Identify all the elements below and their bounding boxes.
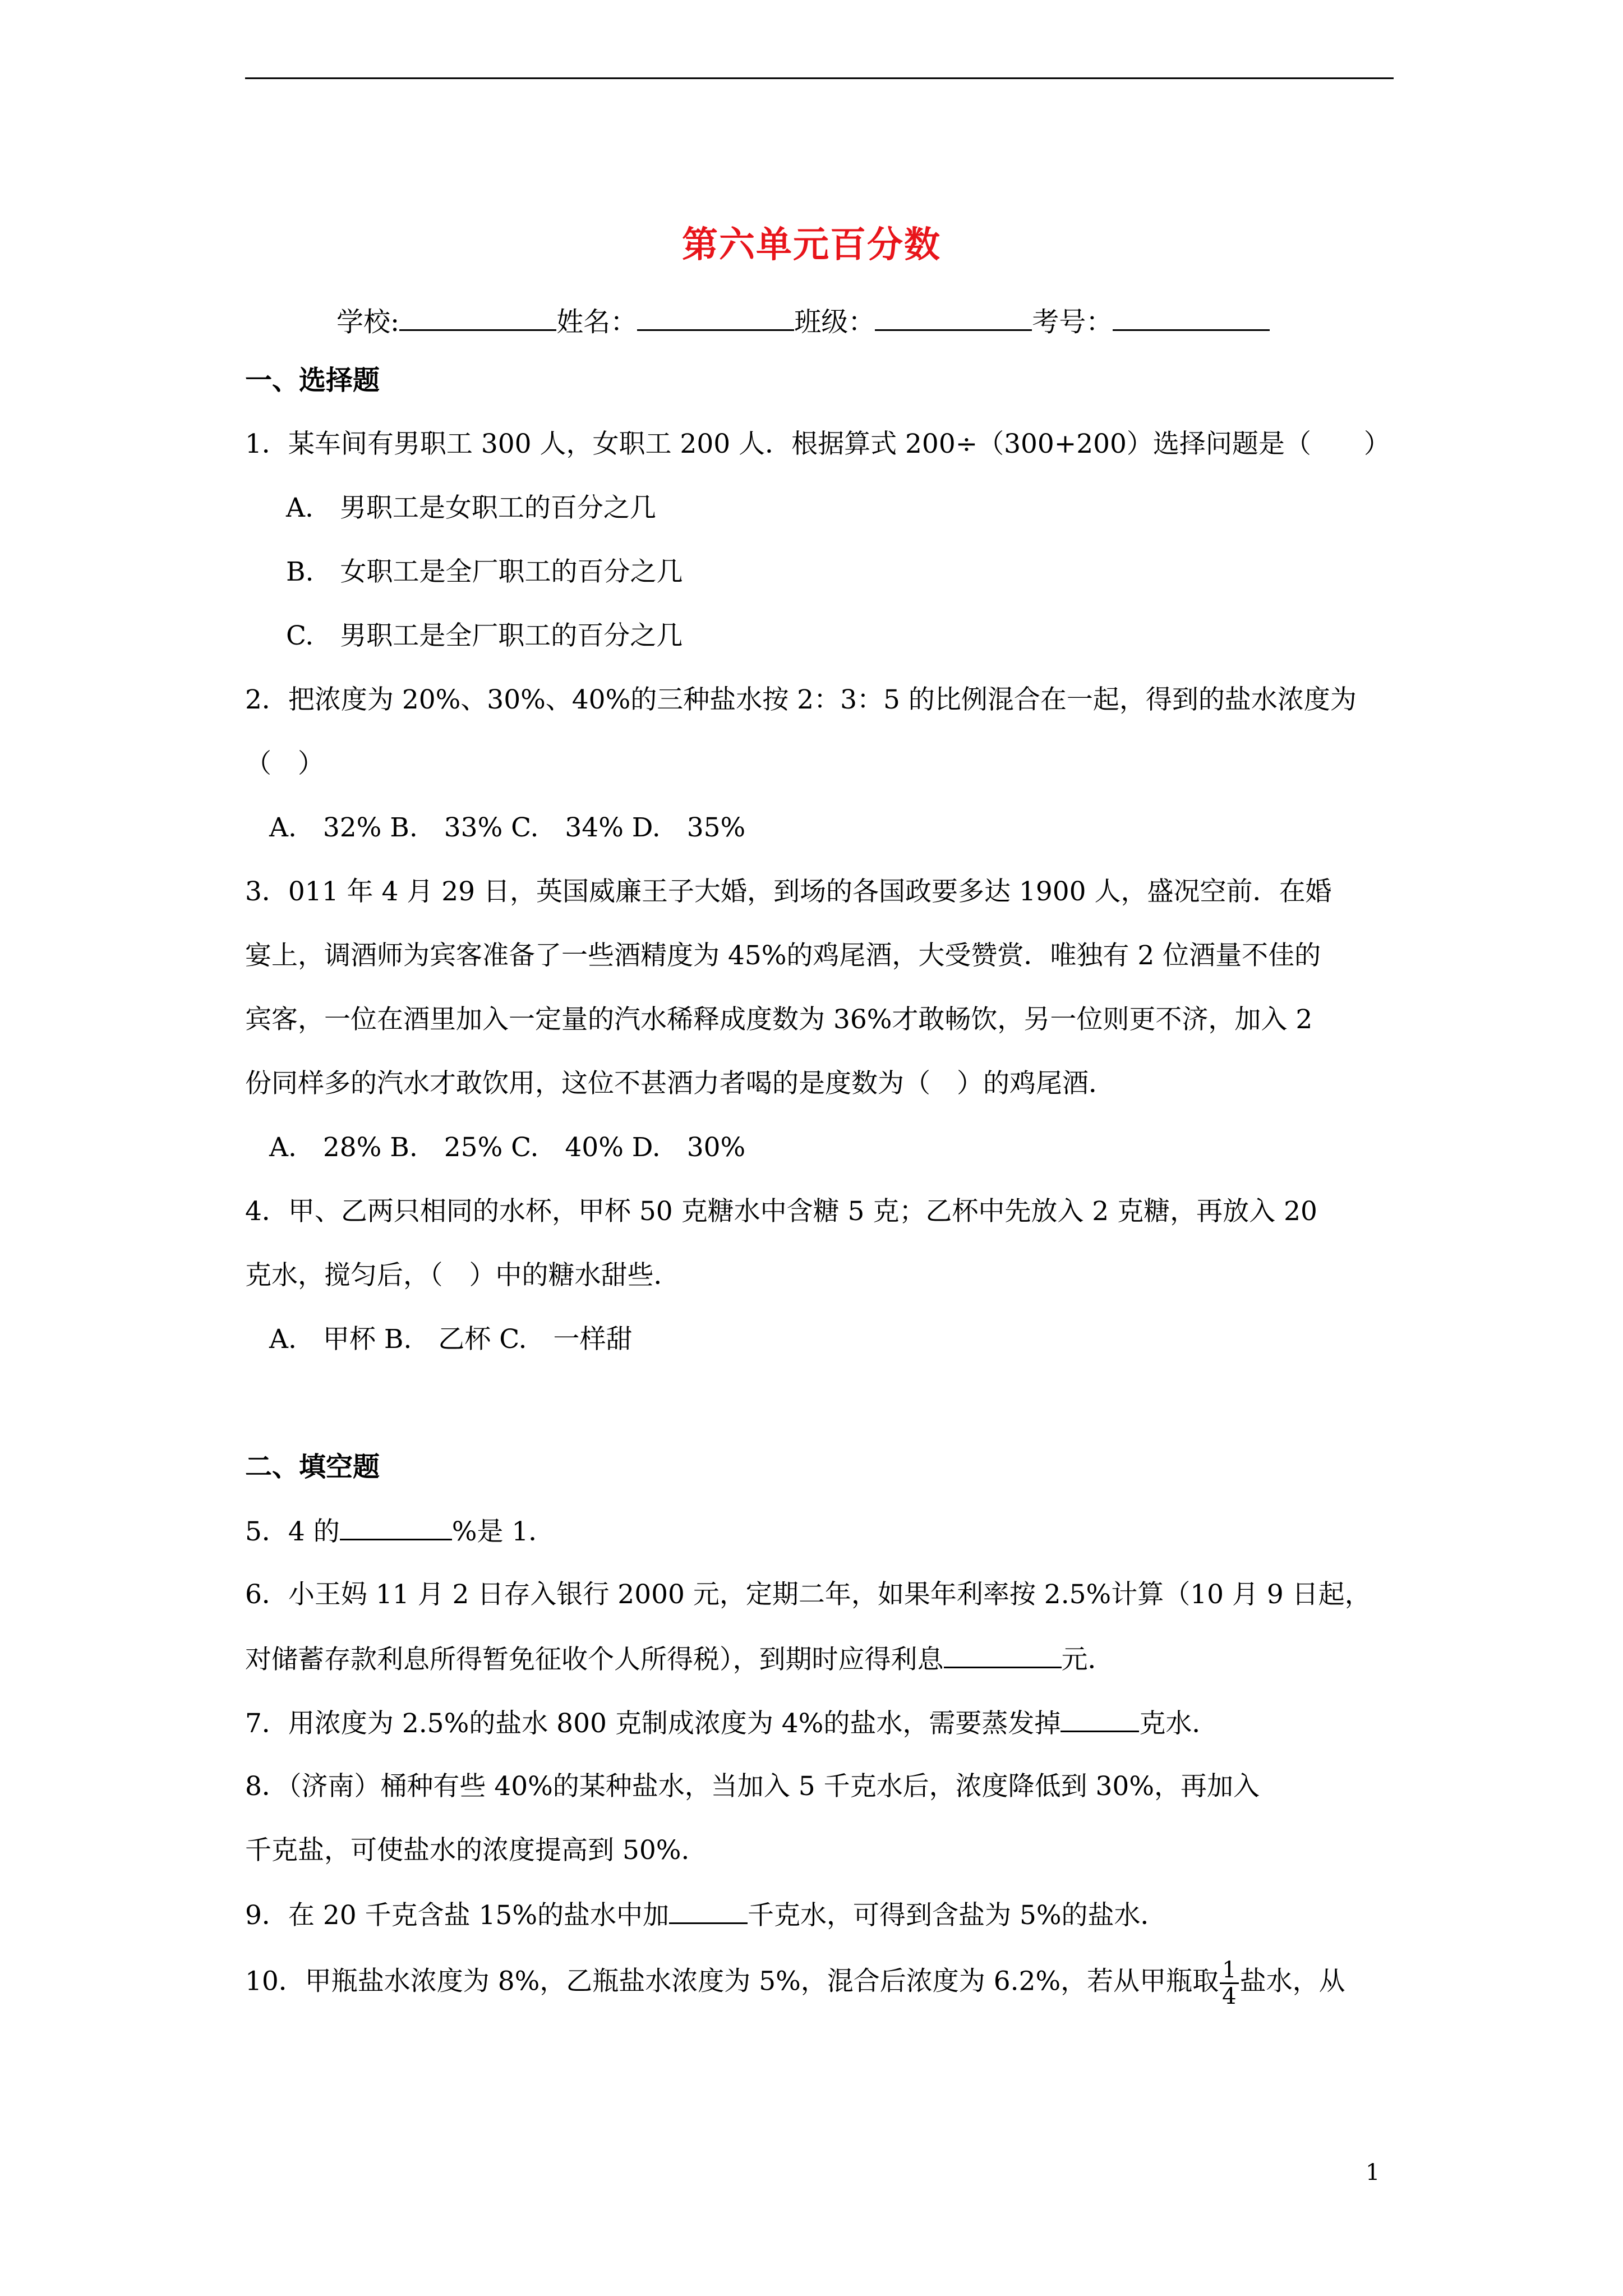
- q3-stem-line1: 3．011 年 4 月 29 日，英国威廉王子大婚，到场的各国政要多达 1900 人，盛况空前．在婚: [245, 876, 1332, 907]
- q4-stem-line2: 克水，搅匀后，（ ）中的糖水甜些．: [245, 1260, 680, 1291]
- q5-text-post: %是 1．: [451, 1516, 555, 1547]
- name-blank[interactable]: [637, 305, 794, 331]
- q3-options: A. 28% B. 25% C. 40% D. 30%: [269, 1132, 746, 1163]
- exam-no-label: 考号：: [1032, 306, 1113, 338]
- q3-stem-line2: 宴上，调酒师为宾客准备了一些酒精度为 45%的鸡尾酒，大受赞赏．唯独有 2 位酒量不佳的: [245, 940, 1321, 971]
- school-label: 学校:: [336, 306, 400, 338]
- q1-stem: 1．某车间有男职工 300 人，女职工 200 人．根据算式 200÷（300+200）选择问题是（ ）: [245, 429, 1390, 459]
- q8-stem-line2: 千克盐，可使盐水的浓度提高到 50%.: [245, 1835, 690, 1866]
- class-blank[interactable]: [875, 305, 1032, 331]
- q7-text-post: 克水．: [1139, 1708, 1219, 1739]
- q6-stem-line1: 6．小王妈 11 月 2 日存入银行 2000 元，定期二年，如果年利率按 2.5%计算（10 月 9 日起，: [245, 1579, 1371, 1610]
- section-heading-fill: 二、填空题: [245, 1451, 380, 1483]
- q6-stem-line2: [245, 1642, 1114, 1677]
- fraction-numerator: 1: [1220, 1958, 1238, 1984]
- school-blank[interactable]: [399, 305, 556, 331]
- class-label: 班级：: [794, 306, 875, 338]
- name-label: 姓名：: [556, 306, 638, 338]
- page-title: 第六单元百分数: [682, 224, 941, 266]
- q6-answer-blank[interactable]: [944, 1642, 1062, 1668]
- q4-stem-line1: 4．甲、乙两只相同的水杯，甲杯 50 克糖水中含糖 5 克；乙杯中先放入 2 克糖，再放入 20: [245, 1196, 1317, 1227]
- q2-stem-line2: （ ）: [245, 748, 324, 779]
- exam-no-blank[interactable]: [1113, 305, 1270, 331]
- q9-answer-blank[interactable]: [669, 1898, 748, 1924]
- q7-answer-blank[interactable]: [1061, 1706, 1139, 1732]
- q3-stem-line3: 宾客，一位在酒里加入一定量的汽水稀释成度数为 36%才敢畅饮，另一位则更不济，加入 2: [245, 1004, 1313, 1035]
- fraction-denominator: 4: [1222, 1984, 1237, 2009]
- q9-text-post: 千克水，可得到含盐为 5%的盐水．: [748, 1900, 1167, 1931]
- q5: [245, 1514, 555, 1549]
- q2-stem-line1: 2．把浓度为 20%、30%、40%的三种盐水按 2：3：5 的比例混合在一起，得到的盐水浓度为: [245, 684, 1357, 715]
- q10-stem-line1: [245, 1958, 1345, 2009]
- q5-text-pre: 5．4 的: [245, 1516, 340, 1547]
- q1-option-b: B. 女职工是全厂职工的百分之几: [286, 556, 683, 587]
- q9: [245, 1898, 1167, 1932]
- page-number: 1: [1366, 2160, 1380, 2185]
- q4-options: A. 甲杯 B. 乙杯 C. 一样甜: [269, 1324, 633, 1355]
- q6-text-pre: 对储蓄存款利息所得暂免征收个人所得税），到期时应得利息: [245, 1644, 944, 1675]
- q1-option-a: A. 男职工是女职工的百分之几: [286, 493, 656, 523]
- q8-stem-line1: 8．（济南）桶种有些 40%的某种盐水，当加入 5 千克水后，浓度降低到 30%，再加入: [245, 1771, 1260, 1802]
- q9-text-pre: 9．在 20 千克含盐 15%的盐水中加: [245, 1900, 669, 1931]
- q5-answer-blank[interactable]: [340, 1514, 452, 1540]
- student-info-line: [336, 300, 1270, 339]
- q10-text-pre: 10．甲瓶盐水浓度为 8%，乙瓶盐水浓度为 5%，混合后浓度为 6.2%，若从甲瓶取: [245, 1966, 1219, 1997]
- q7: [245, 1706, 1218, 1741]
- q10-text-post: 盐水，从: [1239, 1966, 1345, 1997]
- q3-stem-line4: 份同样多的汽水才敢饮用，这位不甚酒力者喝的是度数为（ ）的鸡尾酒．: [245, 1068, 1115, 1099]
- q1-option-c: C. 男职工是全厂职工的百分之几: [286, 620, 683, 651]
- q6-text-post: 元．: [1061, 1644, 1114, 1675]
- q7-text-pre: 7．用浓度为 2.5%的盐水 800 克制成浓度为 4%的盐水，需要蒸发掉: [245, 1708, 1061, 1739]
- q10-fraction: [1220, 1958, 1238, 2009]
- q2-options: A. 32% B. 33% C. 34% D. 35%: [269, 812, 746, 843]
- header-rule: [245, 77, 1394, 79]
- section-heading-choice: 一、选择题: [245, 365, 380, 396]
